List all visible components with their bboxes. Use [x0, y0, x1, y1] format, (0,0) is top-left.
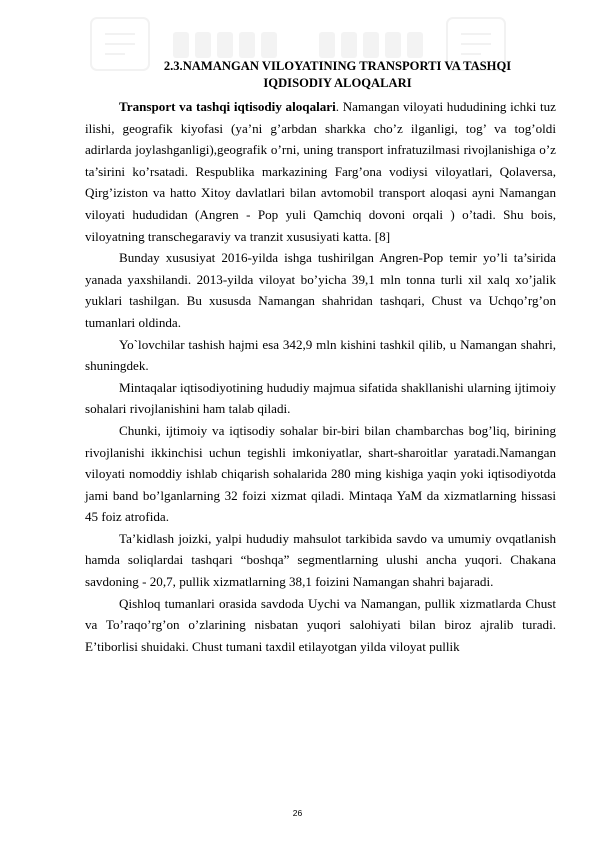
paragraph-bold-lead: Transport va tashqi iqtisodiy aloqalari: [119, 99, 336, 114]
paragraph: [85, 528, 556, 593]
paragraph: [85, 247, 556, 333]
paragraph-list: [85, 96, 556, 657]
paragraph: [85, 96, 556, 247]
paragraph: [85, 377, 556, 420]
paragraph-text: Ta’kidlash joizki, yalpi hududiy mahsulot tarkibida savdo va umumiy ovqatlanish hamda soliqlardai tashqari “boshqa” segmentlarning ulushi ancha yuqori. Chakana savdoning - 20,7, pullik xizmatlarning 38,1 foizini Namangan shahri bajaradi.: [85, 530, 556, 590]
paragraph: [85, 593, 556, 658]
paragraph: [85, 420, 556, 528]
page-number: 26: [292, 808, 303, 818]
paragraph-text: Mintaqalar iqtisodiyotining hududiy majmua sifatida shakllanishi ularning ijtimoiy sohalari rivojlanishini ham talab qiladi.: [85, 379, 556, 417]
section-heading-line-1: 2.3.NAMANGAN VILOYATINING TRANSPORTI VA TASHQI: [163, 59, 512, 73]
paragraph-text: Yo`lovchilar tashish hajmi esa 342,9 mln kishini tashkil qilib, u Namangan shahri, shuningdek.: [85, 336, 556, 374]
paragraph-text: . Namangan viloyati hududining ichki tuz ilishi, geografik kiyofasi (ya’ni g’arbdan sharkka cho’z ilganligi, tog’ va tog’oldi adirlarda joylashganligi),geografik o’rni, uning transport infratuzilmasi rivojlanishiga o’z ta’sirini ko’rsatadi. Respublika markazining Farg’ona vodiysi viloyatlari, Qolaversa, Qirg’iziston va hatto Xitoy davlatlari bilan avtomobil transport aloqasi ayni Namangan viloyati hududidan (Angren - Pop yuli Qamchiq dovoni orqali ) o’tadi. Shu bois, viloyatning transchegaraviy va tranzit xususiyati katta. [8]: [85, 99, 556, 244]
document-body: [85, 58, 556, 657]
paragraph: [85, 334, 556, 377]
paragraph-text: Bunday xususiyat 2016-yilda ishga tushirilgan Angren-Pop temir yo’li ta’sirida yanada yaxshilandi. 2013-yilda viloyat bo’yicha 39,1 mln tonna turli xil xalq xo’jalik yuklari tashilgan. Bu xususda Namangan shahridan tashqari, Chust va Uchqo’rg’on tumanlari oldinda.: [85, 250, 556, 330]
section-heading-line-2: IQDISODIY ALOQALARI: [263, 76, 412, 90]
section-heading: [85, 58, 556, 92]
paragraph-text: Qishloq tumanlari orasida savdoda Uychi va Namangan, pullik xizmatlarda Chust va To’raqo’rg’on o’zlarining nisbatan yuqori salohiyati bilan biroz ajralib turadi. E’tiborlisi shuidaki. Chust tumani taxdil etilayotgan yilda viloyat pullik: [85, 595, 556, 654]
paragraph-text: Chunki, ijtimoiy va iqtisodiy sohalar bir-biri bilan chambarchas bog’liq, birining rivojlanishi ikkinchisi uchun tegishli imkoniyatlar, shart-sharoitlar yaratadi.Namangan viloyati nomoddiy ishlab chiqarish sohalarida 280 ming kishiga yaqin yoki iqtisodiyotda jami band bo’lganlarning 32 foizi xizmat qiladi. Mintaqa YaM da xizmatlarning hissasi 45 foiz atrofida.: [85, 422, 556, 525]
